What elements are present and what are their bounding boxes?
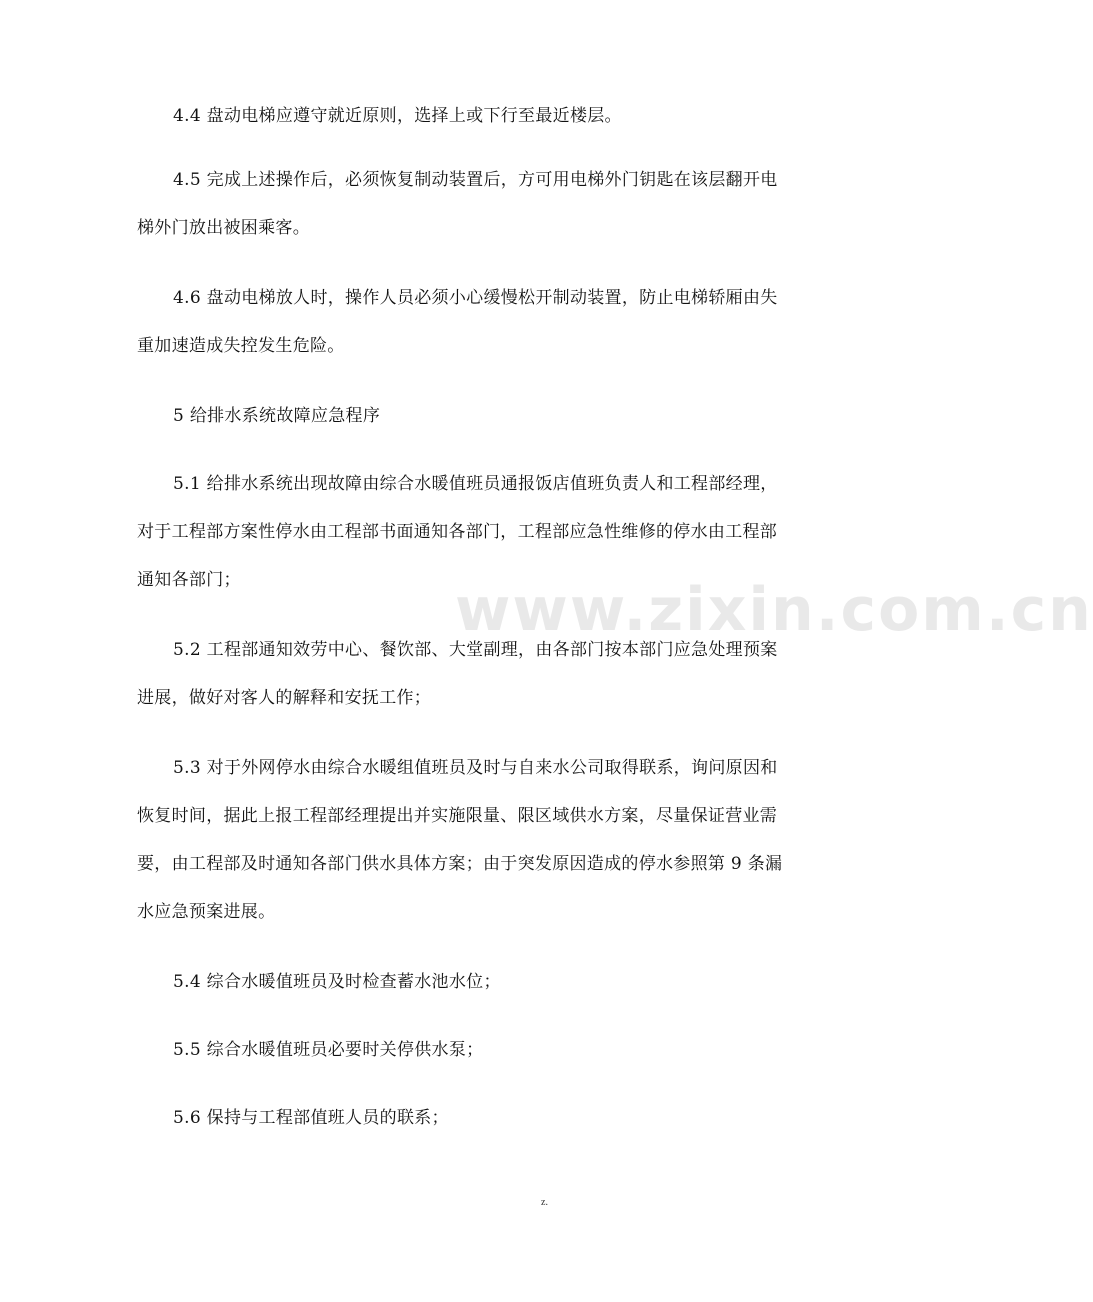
watermark: www.zixin.com.cn — [455, 575, 1093, 645]
section-heading: 5 给排水系统故障应急程序 — [173, 406, 381, 426]
paragraph-line: 水应急预案进展。 — [137, 902, 276, 922]
paragraph-line: 5.6 保持与工程部值班人员的联系； — [173, 1108, 449, 1128]
paragraph-line: 4.6 盘动电梯放人时，操作人员必须小心缓慢松开制动装置，防止电梯轿厢由失 — [173, 288, 778, 308]
paragraph-line: 进展，做好对客人的解释和安抚工作； — [137, 688, 432, 708]
paragraph-line: 重加速造成失控发生危险。 — [137, 336, 345, 356]
paragraph-line: 5.4 综合水暖值班员及时检查蓄水池水位； — [173, 972, 501, 992]
paragraph-line: 梯外门放出被困乘客。 — [137, 218, 310, 238]
paragraph-line: 对于工程部方案性停水由工程部书面通知各部门，工程部应急性维修的停水由工程部 — [137, 522, 778, 542]
paragraph-line: 通知各部门； — [137, 570, 241, 590]
paragraph-line: 5.3 对于外网停水由综合水暖组值班员及时与自来水公司取得联系，询问原因和 — [173, 758, 778, 778]
paragraph-line: 5.2 工程部通知效劳中心、餐饮部、大堂副理，由各部门按本部门应急处理预案 — [173, 640, 778, 660]
paragraph-line: 恢复时间，据此上报工程部经理提出并实施限量、限区域供水方案，尽量保证营业需 — [137, 806, 778, 826]
footer-mark: z. — [541, 1197, 548, 1208]
paragraph-line: 5.1 给排水系统出现故障由综合水暖值班员通报饭店值班负责人和工程部经理， — [173, 474, 778, 494]
paragraph-line: 4.4 盘动电梯应遵守就近原则，选择上或下行至最近楼层。 — [173, 106, 622, 126]
paragraph-line: 要，由工程部及时通知各部门供水具体方案；由于突发原因造成的停水参照第 9 条漏 — [137, 854, 783, 874]
paragraph-line: 5.5 综合水暖值班员必要时关停供水泵； — [173, 1040, 484, 1060]
paragraph-line: 4.5 完成上述操作后，必须恢复制动装置后，方可用电梯外门钥匙在该层翻开电 — [173, 170, 778, 190]
